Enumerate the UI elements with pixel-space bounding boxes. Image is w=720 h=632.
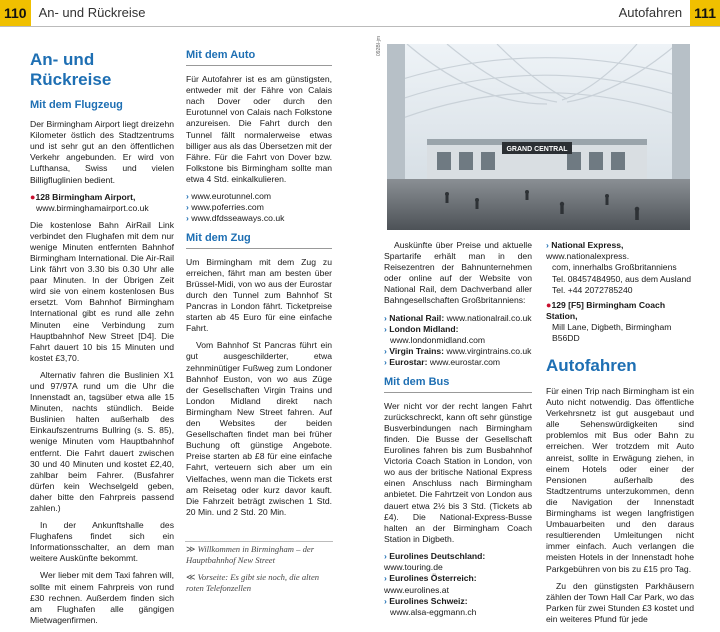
right-page-number: 111 — [690, 0, 720, 26]
link-londonmidland[interactable]: www.londonmidland.com — [390, 334, 486, 345]
link-eurotunnel[interactable]: www.eurotunnel.com — [191, 191, 272, 202]
paragraph: Auskünfte über Preise und aktuelle Spartarife erhält man in den Reisezentren der Bahnunternehmen oder online auf der Website von National Rail, dem Dachverband aller Bahngesellschaften Großbritanniens: — [384, 240, 532, 306]
airport-info — [30, 192, 174, 214]
link-touring[interactable]: www.touring.de — [384, 562, 443, 573]
paragraph: Vom Bahnhof St Pancras führt ein gut ausgeschilderter, etwa zehnminütiger Fußweg zum Londoner Bahnhof Euston, von wo aus Züge der Gesellschaften Virgin Trains und London Midland direkt nach Birmingham New Street fahren. Auf den Websites der beiden Gesellschaften findet man bei früher Buchung oft günstige Angebote. Preise starten ab £8 für eine einfache Fahrt, verteuern sich aber um ein Vielfaches, wenn man die Tickets erst am Reisetag oder kurz davor kauft. Die Fahrzeit beträgt zwischen 1 Std. 20 Min. und 2 Std. 20 Min. — [186, 340, 332, 517]
link-alsa[interactable]: www.alsa-eggmann.ch — [390, 606, 477, 617]
page-header — [0, 0, 720, 26]
bus-links: › Eurolines Deutschland: www.touring.de › Eurolines Österreich: www.eurolines.at › Eurolines Schweiz: www.alsa-eggmann.ch — [384, 550, 486, 617]
header-rule — [0, 26, 720, 27]
arrow-icon: › — [384, 323, 387, 334]
link-dfds[interactable]: www.dfdsseaways.co.uk — [191, 213, 285, 224]
paragraph: Für Autofahrer ist es am günstigsten, entweder mit der Fähre von Calais nach Dover oder durch den Eurotunnel von Calais nach Folkstone anzureisen. Die Fahrt durch den Tunnel fällt normalerweise etwas billiger aus als das Übersetzen mit der Fähre. Für die Fahrt von Dover bzw. Folkstone bis Birmingham sollte man etwa 4 Std. einkalkulieren. — [186, 74, 332, 184]
arrow-icon: › — [384, 595, 387, 606]
paragraph: Alternativ fahren die Buslinien X1 und 97/97A rund um die Uhr die Innenstadt an, tagsüber etwa alle 15 Minuten, nachts stündlich. Beide Buslinien halten außerhalb des Einkaufszentrums Bullring (s. S. 85), wenige Minuten vom Hauptbahnhof entfernt. Die Fahrt dauert zwischen 30 und 40 Minuten und kostet £2,40, zahlbar beim Fahrer. (Busfahrer dürfen kein Wechselgeld geben, daher bitte den Fahrpreis passend zahlen.) — [30, 369, 174, 513]
column-4 — [546, 240, 694, 631]
right-section-title: Autofahren — [618, 5, 683, 20]
airport-name: 128 Birmingham Airport, — [35, 191, 136, 202]
caption-rule — [185, 541, 333, 542]
left-section-title: An- und Rückreise — [38, 5, 146, 20]
link-nationalrail[interactable]: www.nationalrail.co.uk — [446, 312, 532, 323]
arrow-icon: › — [546, 240, 549, 250]
link-poferries[interactable]: www.poferries.com — [191, 202, 264, 213]
arrow-icon: › — [186, 191, 189, 202]
arrow-icon: › — [384, 357, 387, 368]
left-header — [0, 0, 154, 26]
photo-credit: 092BI-jm — [376, 35, 382, 56]
link-eurolines-at[interactable]: www.eurolines.at — [384, 584, 449, 595]
link-nationalexpress[interactable]: www.nationalexpress. — [546, 251, 630, 262]
arrow-icon: › — [186, 213, 189, 224]
column-1 — [30, 36, 174, 632]
coach-station-info: ●129 [F5] Birmingham Coach Station, Mill Lane, Digbeth, Birmingham B56DD — [546, 300, 672, 344]
paragraph: Zu den günstigsten Parkhäusern zählen der Town Hall Car Park, wo das Parken für zwei Stunden £3 kostet und ein weiteres Pfund für jede — [546, 580, 694, 624]
paragraph: Die kostenlose Bahn AirRail Link verbindet den Flughafen mit dem nur wenige Minuten entfernten Bahnhof Birmingham International. Die Air-Rail Link fährt von 3.30 bis 0.30 Uhr alle paar Minuten. In der Übrigen Zeit wird sie von einem kostenlosen Bus ersetzt. Vom Bahnhof Birmingham International gibt es rund alle zehn Minuten eine Verbindung zum Hauptbahnhof New Street [D4]. Die Fahrt dauert 10 bis 15 Minuten und kostet £3,70. — [30, 219, 174, 363]
page-title: An- und Rückreise — [30, 50, 112, 89]
marker-dot-icon: ● — [30, 191, 36, 202]
ferry-links — [186, 191, 332, 225]
national-express-info: › National Express, www.nationalexpress. com, innerhalbs Großbritanniens Tel. 08457484950, aus dem Ausland Tel. +44 2072785240 — [546, 240, 692, 295]
paragraph: Wer nicht vor der recht langen Fahrt zurückschreckt, kann oft sehr günstige Busverbindungen nach Birmingham finden. Die Busse der Gesellschaft Eurolines fahren bis zum Busbahnhof Victoria Coach Station in London, von wo aus der britische National Express einen Anschluss nach Birmingham anbietet. Die Fahrtzeit von London aus dauert etwa 2½ bis 3 Std. (Tickets ab £4). Die National-Express-Busse halten an der Birmingham Coach Station in Digbeth. — [384, 400, 532, 544]
photo-sign-text: GRAND CENTRAL — [506, 146, 568, 153]
arrow-icon: › — [384, 550, 387, 561]
photo-grand-central — [387, 44, 690, 230]
heading-bus: Mit dem Bus — [384, 377, 532, 393]
paragraph: Um Birmingham mit dem Zug zu erreichen, fährt man am besten über Brüssel-Midi, von wo aus der Eurostar durch den Tunnel zum Bahnhof St Pancras in London fährt. Ticketpreise starten ab 45 Euro für eine einfache Fahrt. — [186, 256, 332, 334]
caption-1: ≫ Willkommen in Birmingham – der Hauptbahnhof New Street — [186, 544, 315, 565]
heading-flugzeug: Mit dem Flugzeug — [30, 99, 123, 111]
arrow-icon: › — [186, 202, 189, 213]
caption-2: ≪ Vorseite: Es gibt sie noch, die alten roten Telefonzellen — [186, 572, 320, 593]
arrow-icon: › — [384, 346, 387, 357]
link-virgintrains[interactable]: www.virgintrains.co.uk — [446, 346, 532, 357]
section-title-autofahren: Autofahren — [546, 356, 637, 376]
caption-arrow-icon: ≪ — [186, 572, 196, 582]
column-2 — [186, 50, 332, 524]
rail-links: › National Rail: www.nationalrail.co.uk › London Midland: www.londonmidland.com › Virgin Trains: www.virgintrains.co.uk › Eurostar: www.eurostar.com — [384, 312, 532, 368]
paragraph: Der Birmingham Airport liegt dreizehn Kilometer östlich des Stadtzentrums und ist sehr gut an den öffentlichen Verkehr angebunden. Er wird von Lufthansa, Swiss und vielen Billigfluglinien bedient. — [30, 119, 174, 185]
marker-dot-icon: ● — [546, 300, 552, 311]
airport-link[interactable]: www.birminghamairport.co.uk — [36, 202, 149, 213]
paragraph: In der Ankunftshalle des Flughafens findet sich ein Informationsschalter, an dem man weitere Auskünfte bekommt. — [30, 520, 174, 564]
left-page-number: 110 — [0, 0, 31, 26]
captions — [186, 544, 332, 594]
right-header — [611, 0, 720, 26]
column-3 — [384, 240, 532, 618]
arrow-icon: › — [384, 312, 387, 323]
heading-zug: Mit dem Zug — [186, 233, 332, 249]
arrow-icon: › — [384, 573, 387, 584]
link-eurostar[interactable]: www.eurostar.com — [429, 357, 501, 368]
caption-arrow-icon: ≫ — [186, 544, 196, 554]
paragraph: Wer lieber mit dem Taxi fahren will, sollte mit einem Fahrpreis von rund £30 rechnen. Außerdem finden sich am Flughafen alle gängigen Mietwagenfirmen. — [30, 570, 174, 625]
paragraph: Für einen Trip nach Birmingham ist ein Auto nicht notwendig. Das öffentliche Verkehrsnetz ist gut ausgebaut und alle Sehenswürdigkeiten sind problemlos mit Bus oder Bahn zu erreichen. Wer trotzdem mit Auto anreist, sollte in Erwägung ziehen, in einem Hotels oder einer der Pensionen außerhalb des Stadtzentrums unterzukommen, denn die Navigation der Innenstadt Birminghams ist wegen langfristigen Umbauarbeiten und den daraus resultierenden Umleitungen nicht immer einfach. Auch verlangen die meisten Hotels in der Innenstadt hohe Parkgebühren von bis zu £15 pro Tag. — [546, 386, 694, 574]
heading-auto: Mit dem Auto — [186, 50, 332, 66]
